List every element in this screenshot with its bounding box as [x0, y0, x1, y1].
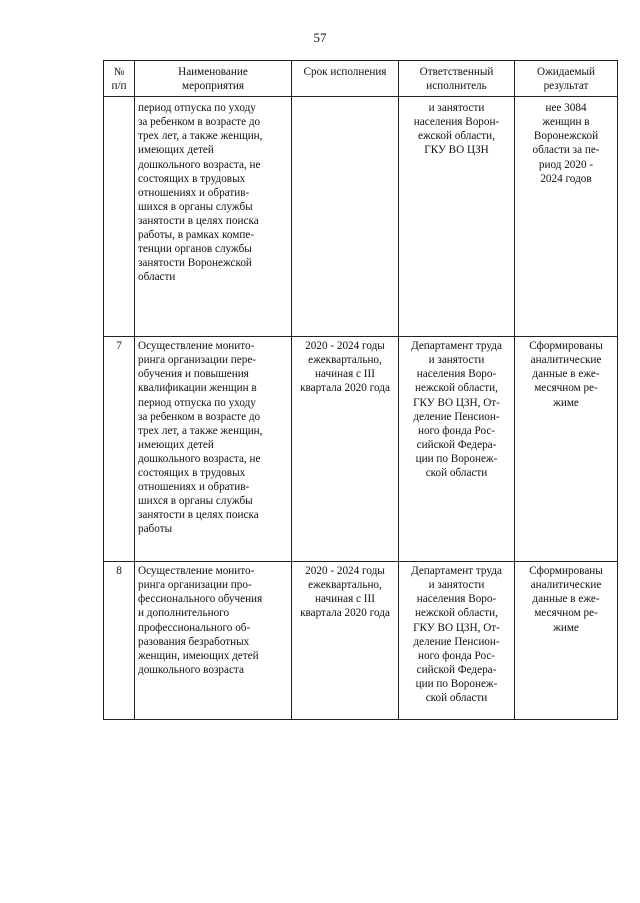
activity-executor: и занятости населения Ворон- ежской области, ГКУ ВО ЦЗН — [399, 97, 515, 337]
table-row — [104, 337, 618, 562]
header-name: Наименование мероприятия — [135, 61, 292, 97]
table-row — [104, 97, 618, 337]
activity-result: Сформированы аналитические данные в еже- месячном ре- жиме — [515, 562, 618, 720]
activity-executor: Департамент труда и занятости населения Воро- нежской области, ГКУ ВО ЦЗН, От- деление Пенсион- ного фонда Рос- сийской Федера- ции по Воронеж- ской области — [399, 562, 515, 720]
activity-term — [292, 97, 399, 337]
activity-result: Сформированы аналитические данные в еже- месячном ре- жиме — [515, 337, 618, 562]
table-row — [104, 562, 618, 720]
header-executor: Ответственный исполнитель — [399, 61, 515, 97]
page-number: 57 — [313, 30, 327, 45]
row-number — [104, 97, 135, 337]
row-number: 7 — [104, 337, 135, 562]
activity-name: Осуществление монито- ринга организации пере- обучения и повышения квалификации женщин в период отпуска по уходу за ребенком в возрасте до трех лет, а также женщин, имеющих детей дошкольного возраста, не состоящих в трудовых отношениях и обратив- шихся в органы службы занятости в целях поиска работы — [135, 337, 292, 562]
header-result: Ожидаемый результат — [515, 61, 618, 97]
header-num: № п/п — [104, 61, 135, 97]
activity-term: 2020 - 2024 годы ежеквартально, начиная с III квартала 2020 года — [292, 337, 399, 562]
activity-term: 2020 - 2024 годы ежеквартально, начиная с III квартала 2020 года — [292, 562, 399, 720]
table-header-row — [104, 61, 618, 97]
header-term: Срок исполнения — [292, 61, 399, 97]
activity-name: период отпуска по уходу за ребенком в возрасте до трех лет, а также женщин, имеющих детей дошкольного возраста, не состоящих в трудовых отношениях и обратив- шихся в органы службы занятости в целях поиска работы, в рамках компе- тенции органов службы занятости Воронежской области — [135, 97, 292, 337]
row-number: 8 — [104, 562, 135, 720]
activity-name: Осуществление монито- ринга организации про- фессионального обучения и дополнительного профессионального об- разования безработных женщин, имеющих детей дошкольного возраста — [135, 562, 292, 720]
activities-table — [103, 60, 618, 720]
activity-executor: Департамент труда и занятости населения Воро- нежской области, ГКУ ВО ЦЗН, От- деление Пенсион- ного фонда Рос- сийской Федера- ции по Воронеж- ской области — [399, 337, 515, 562]
activity-result: нее 3084 женщин в Воронежской области за пе- риод 2020 - 2024 годов — [515, 97, 618, 337]
